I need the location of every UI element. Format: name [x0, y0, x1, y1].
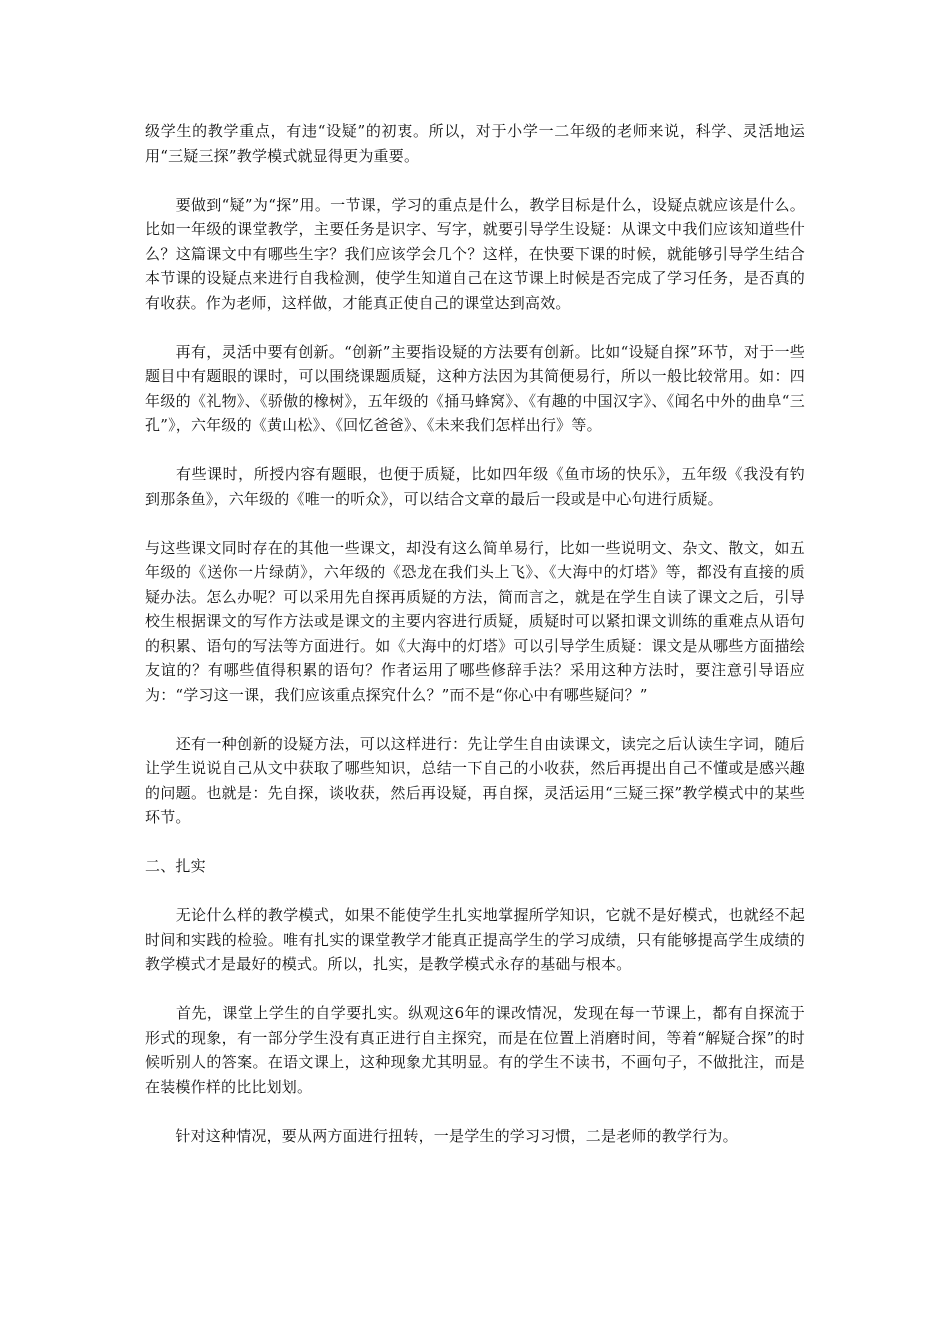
- paragraph: 再有，灵活中要有创新。“创新”主要指设疑的方法要有创新。比如“设疑自探”环节，对于一些题目中有题眼的课时，可以围绕课题质疑，这种方法因为其简便易行，所以一般比较常用。如：四年级的《礼物》、《骄傲的橡树》，五年级的《捅马蜂窝》、《有趣的中国汉字》、《闻名中外的曲阜“三孔”》，六年级的《黄山松》、《回忆爸爸》、《未来我们怎样出行》等。: [145, 342, 805, 434]
- section-heading: 二、扎实: [145, 857, 206, 875]
- paragraph: 要做到“疑”为“探”用。一节课，学习的重点是什么，教学目标是什么，设疑点就应该是什么。比如一年级的课堂教学，主要任务是识字、写字，就要引导学生设疑：从课文中我们应该知道些什么？这篇课文中有哪些生字？我们应该学会几个？这样，在快要下课的时候，就能够引导学生结合本节课的设疑点来进行自我检测，使学生知道自己在这节课上时候是否完成了学习任务，是否真的有收获。作为老师，这样做，才能真正使自己的课堂达到高效。: [145, 195, 805, 312]
- document-body: [145, 119, 805, 1173]
- paragraph: 针对这种情况，要从两方面进行扭转，一是学生的学习习惯，二是老师的教学行为。: [145, 1126, 738, 1145]
- paragraph: 首先，课堂上学生的自学要扎实。纵观这6年的课改情况，发现在每一节课上，都有自探流于形式的现象，有一部分学生没有真正进行自主探究，而是在位置上消磨时间，等着“解疑合探”的时候听别人的答案。在语文课上，这种现象尤其明显。有的学生不读书，不画句子，不做批注，而是在装模作样的比比划划。: [145, 1004, 805, 1096]
- paragraph: 与这些课文同时存在的其他一些课文，却没有这么简单易行，比如一些说明文、杂文、散文，如五年级的《送你一片绿荫》，六年级的《恐龙在我们头上飞》、《大海中的灯塔》等，都没有直接的质疑办法。怎么办呢？可以采用先自探再质疑的方法，简而言之，就是在学生自读了课文之后，引导校生根据课文的写作方法或是课文的主要内容进行质疑，质疑时可以紧扣课文训练的重难点从语句的积累、语句的写法等方面进行。如《大海中的灯塔》可以引导学生质疑：课文是从哪些方面描绘友谊的？有哪些值得积累的语句？作者运用了哪些修辞手法？采用这种方法时，要注意引导语应为：“学习这一课，我们应该重点探究什么？”而不是“你心中有哪些疑问？”: [145, 538, 805, 704]
- paragraph: 无论什么样的教学模式，如果不能使学生扎实地掌握所学知识，它就不是好模式，也就经不起时间和实践的检验。唯有扎实的课堂教学才能真正提高学生的学习成绩，只有能够提高学生成绩的教学模式才是最好的模式。所以，扎实，是教学模式永存的基础与根本。: [145, 906, 805, 973]
- paragraph: 级学生的教学重点，有违“设疑”的初衷。所以，对于小学一二年级的老师来说，科学、灵活地运用“三疑三探”教学模式就显得更为重要。: [145, 122, 805, 165]
- paragraph: 还有一种创新的设疑方法，可以这样进行：先让学生自由读课文，读完之后认读生字词，随后让学生说说自己从文中获取了哪些知识，总结一下自己的小收获，然后再提出自己不懂或是感兴趣的问题。也就是：先自探，谈收获，然后再设疑，再自探，灵活运用“三疑三探”教学模式中的某些环节。: [145, 734, 805, 826]
- paragraph: 有些课时，所授内容有题眼，也便于质疑，比如四年级《鱼市场的快乐》，五年级《我没有钓到那条鱼》，六年级的《唯一的听众》，可以结合文章的最后一段或是中心句进行质疑。: [145, 465, 805, 508]
